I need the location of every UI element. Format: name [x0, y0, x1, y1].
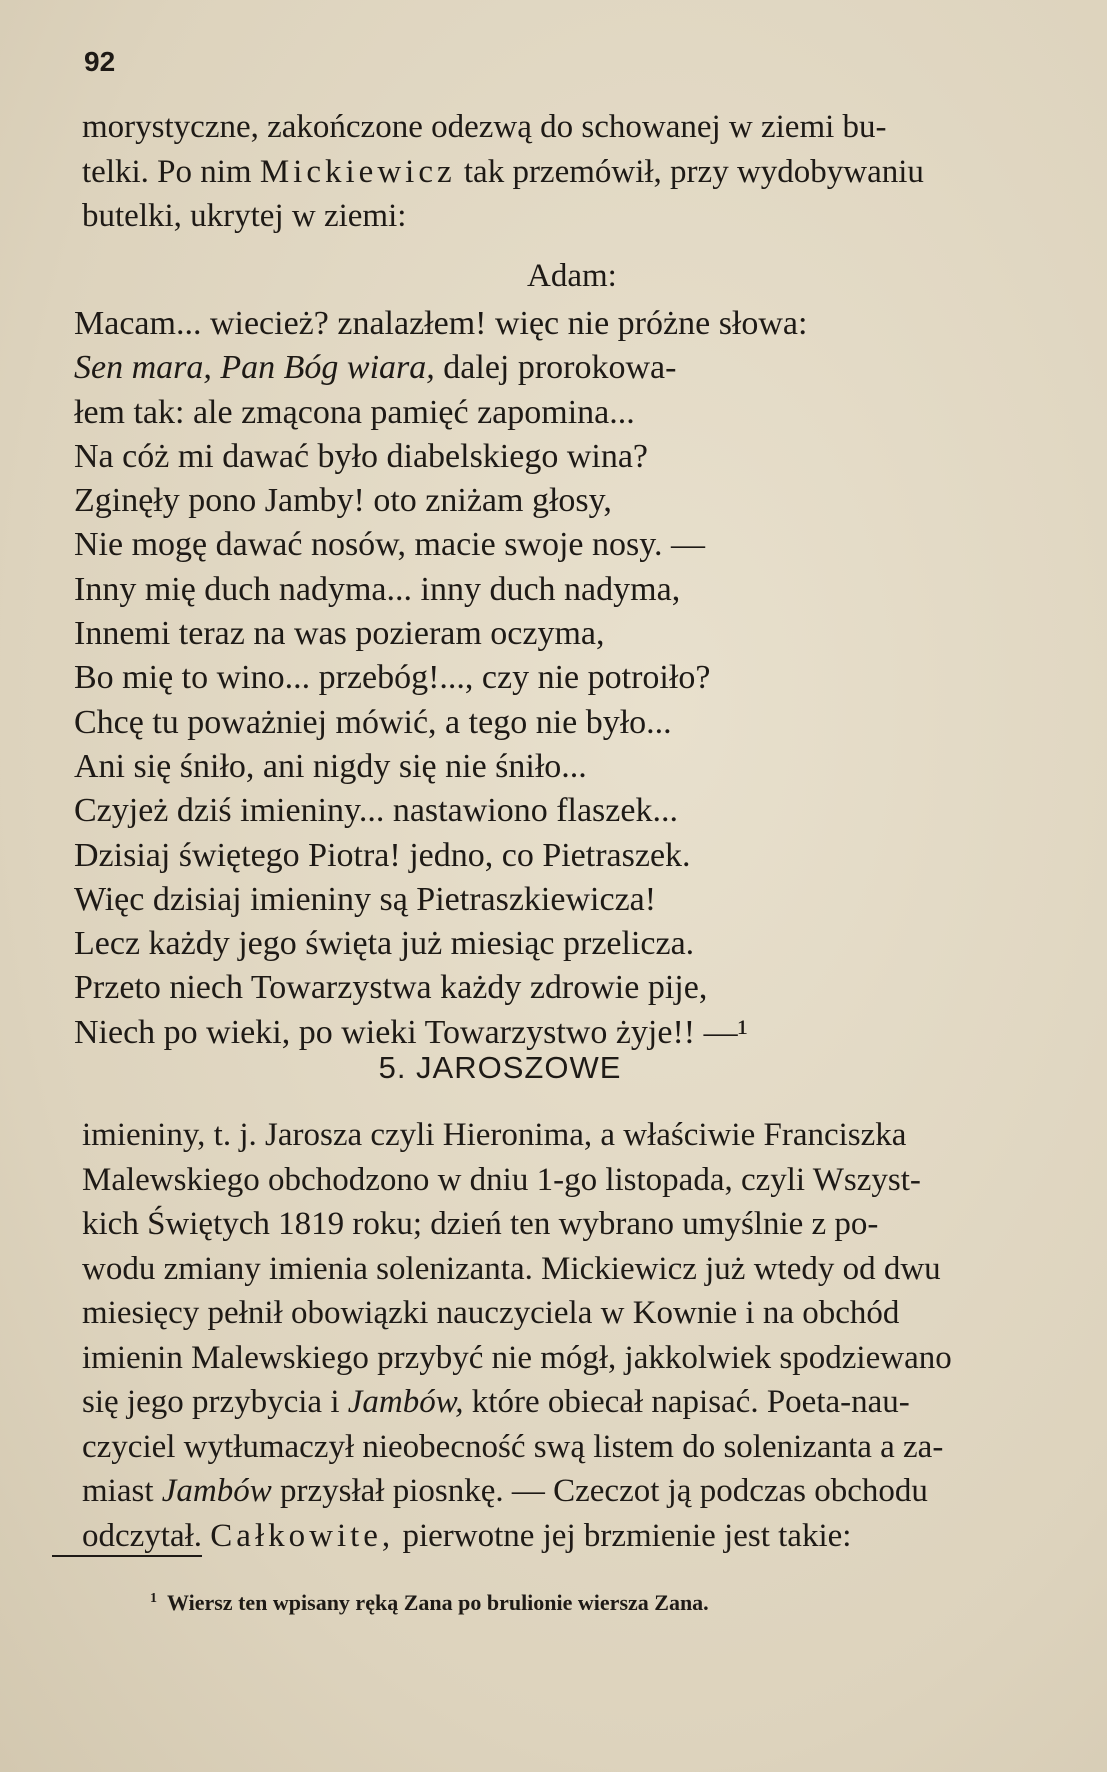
body-line: miesięcy pełnił obowiązki nauczyciela w Kownie i na obchód	[82, 1295, 900, 1331]
verse-line: Nie mogę dawać nosów, macie swoje nosy. —	[74, 526, 706, 564]
verse-line: Bo mię to wino... przebóg!..., czy nie potroiło?	[74, 659, 711, 697]
spaced-name: Mickiewicz	[259, 153, 456, 190]
speaker-label: Adam:	[527, 258, 617, 294]
body-paragraph	[82, 1113, 1075, 1558]
verse-line: Innemi teraz na was pozieram oczyma,	[74, 615, 605, 653]
verse-line: Niech po wieki, po wieki Towarzystwo żyje!! —¹	[74, 1013, 748, 1051]
spaced-word: Całkowite,	[210, 1517, 395, 1554]
intro-line-2-tail: tak przemówił, przy wydobywaniu	[455, 153, 924, 190]
body-line: czyciel wytłumaczył nieobecność swą listem do solenizanta a za-	[82, 1428, 944, 1465]
body-line-tail: pierwotne jej brzmienie jest takie:	[394, 1517, 852, 1554]
verse-line: łem tak: ale zmącona pamięć zapomina...	[74, 393, 635, 431]
footnote-text: Wiersz ten wpisany ręką Zana po brulionie wiersza Zana.	[167, 1590, 709, 1615]
intro-paragraph	[82, 105, 1075, 239]
poem-verse	[74, 302, 807, 1055]
verse-tail: dalej prorokowa-	[434, 349, 677, 387]
verse-line: Przeto niech Towarzystwa każdy zdrowie pije,	[74, 969, 708, 1007]
body-line-tail: przysłał piosnkę. — Czeczot ją podczas obchodu	[271, 1473, 928, 1509]
verse-line: Chcę tu poważniej mówić, a tego nie było...	[74, 703, 672, 741]
footnote	[150, 1590, 709, 1616]
body-line: imieniny, t. j. Jarosza czyli Hieronima, a właściwie Franciszka	[82, 1117, 907, 1153]
footnote-divider	[52, 1555, 202, 1557]
intro-line-2-head: telki. Po nim	[82, 153, 260, 190]
body-line-head: się jego przybycia i	[82, 1384, 348, 1420]
body-line: imienin Malewskiego przybyć nie mógł, jakkolwiek spodziewano	[82, 1339, 952, 1376]
verse-line: Czyjeż dziś imieniny... nastawiono flaszek...	[74, 792, 678, 830]
section-heading: 5. JAROSZOWE	[378, 1050, 622, 1085]
body-line	[82, 1380, 1075, 1425]
verse-line: Na cóż mi dawać było diabelskiego wina?	[74, 437, 649, 475]
verse-line: Dzisiaj świętego Piotra! jedno, co Pietraszek.	[74, 836, 691, 874]
body-line-head: miast	[82, 1473, 162, 1509]
body-line	[82, 1514, 1075, 1559]
body-line-tail: które obiecał napisać. Poeta-nau-	[463, 1384, 910, 1420]
footnote-marker: 1	[150, 1590, 157, 1606]
intro-line-1: morystyczne, zakończone odezwą do schowanej w ziemi bu-	[82, 109, 887, 145]
verse-line: Więc dzisiaj imieniny są Pietraszkiewicza!	[74, 880, 657, 918]
page-number: 92	[84, 46, 116, 77]
verse-line: Lecz każdy jego święta już miesiąc przelicza.	[74, 925, 695, 963]
verse-line: Ani się śniło, ani nigdy się nie śniło...	[74, 747, 587, 785]
verse-line: Inny mię duch nadyma... inny duch nadyma,	[74, 570, 681, 608]
body-line: wodu zmiany imienia solenizanta. Mickiewicz już wtedy od dwu	[82, 1250, 941, 1287]
intro-line-3: butelki, ukrytej w ziemi:	[82, 198, 407, 234]
italic-title: Jambów	[161, 1473, 272, 1509]
verse-italic: Sen mara, Pan Bóg wiara,	[74, 349, 435, 387]
verse-line: Macam... wiecież? znalazłem! więc nie próżne słowa:	[74, 305, 808, 342]
italic-title: Jambów,	[347, 1384, 464, 1420]
body-line	[82, 1469, 1075, 1514]
verse-line	[74, 346, 807, 390]
intro-line-2	[82, 150, 1075, 195]
body-line: Malewskiego obchodzono w dniu 1-go listopada, czyli Wszyst-	[82, 1161, 921, 1198]
body-line: kich Świętych 1819 roku; dzień ten wybrano umyślnie z po-	[82, 1206, 879, 1242]
body-line-head: odczytał.	[82, 1517, 211, 1554]
verse-line: Zginęły pono Jamby! oto zniżam głosy,	[74, 482, 612, 520]
